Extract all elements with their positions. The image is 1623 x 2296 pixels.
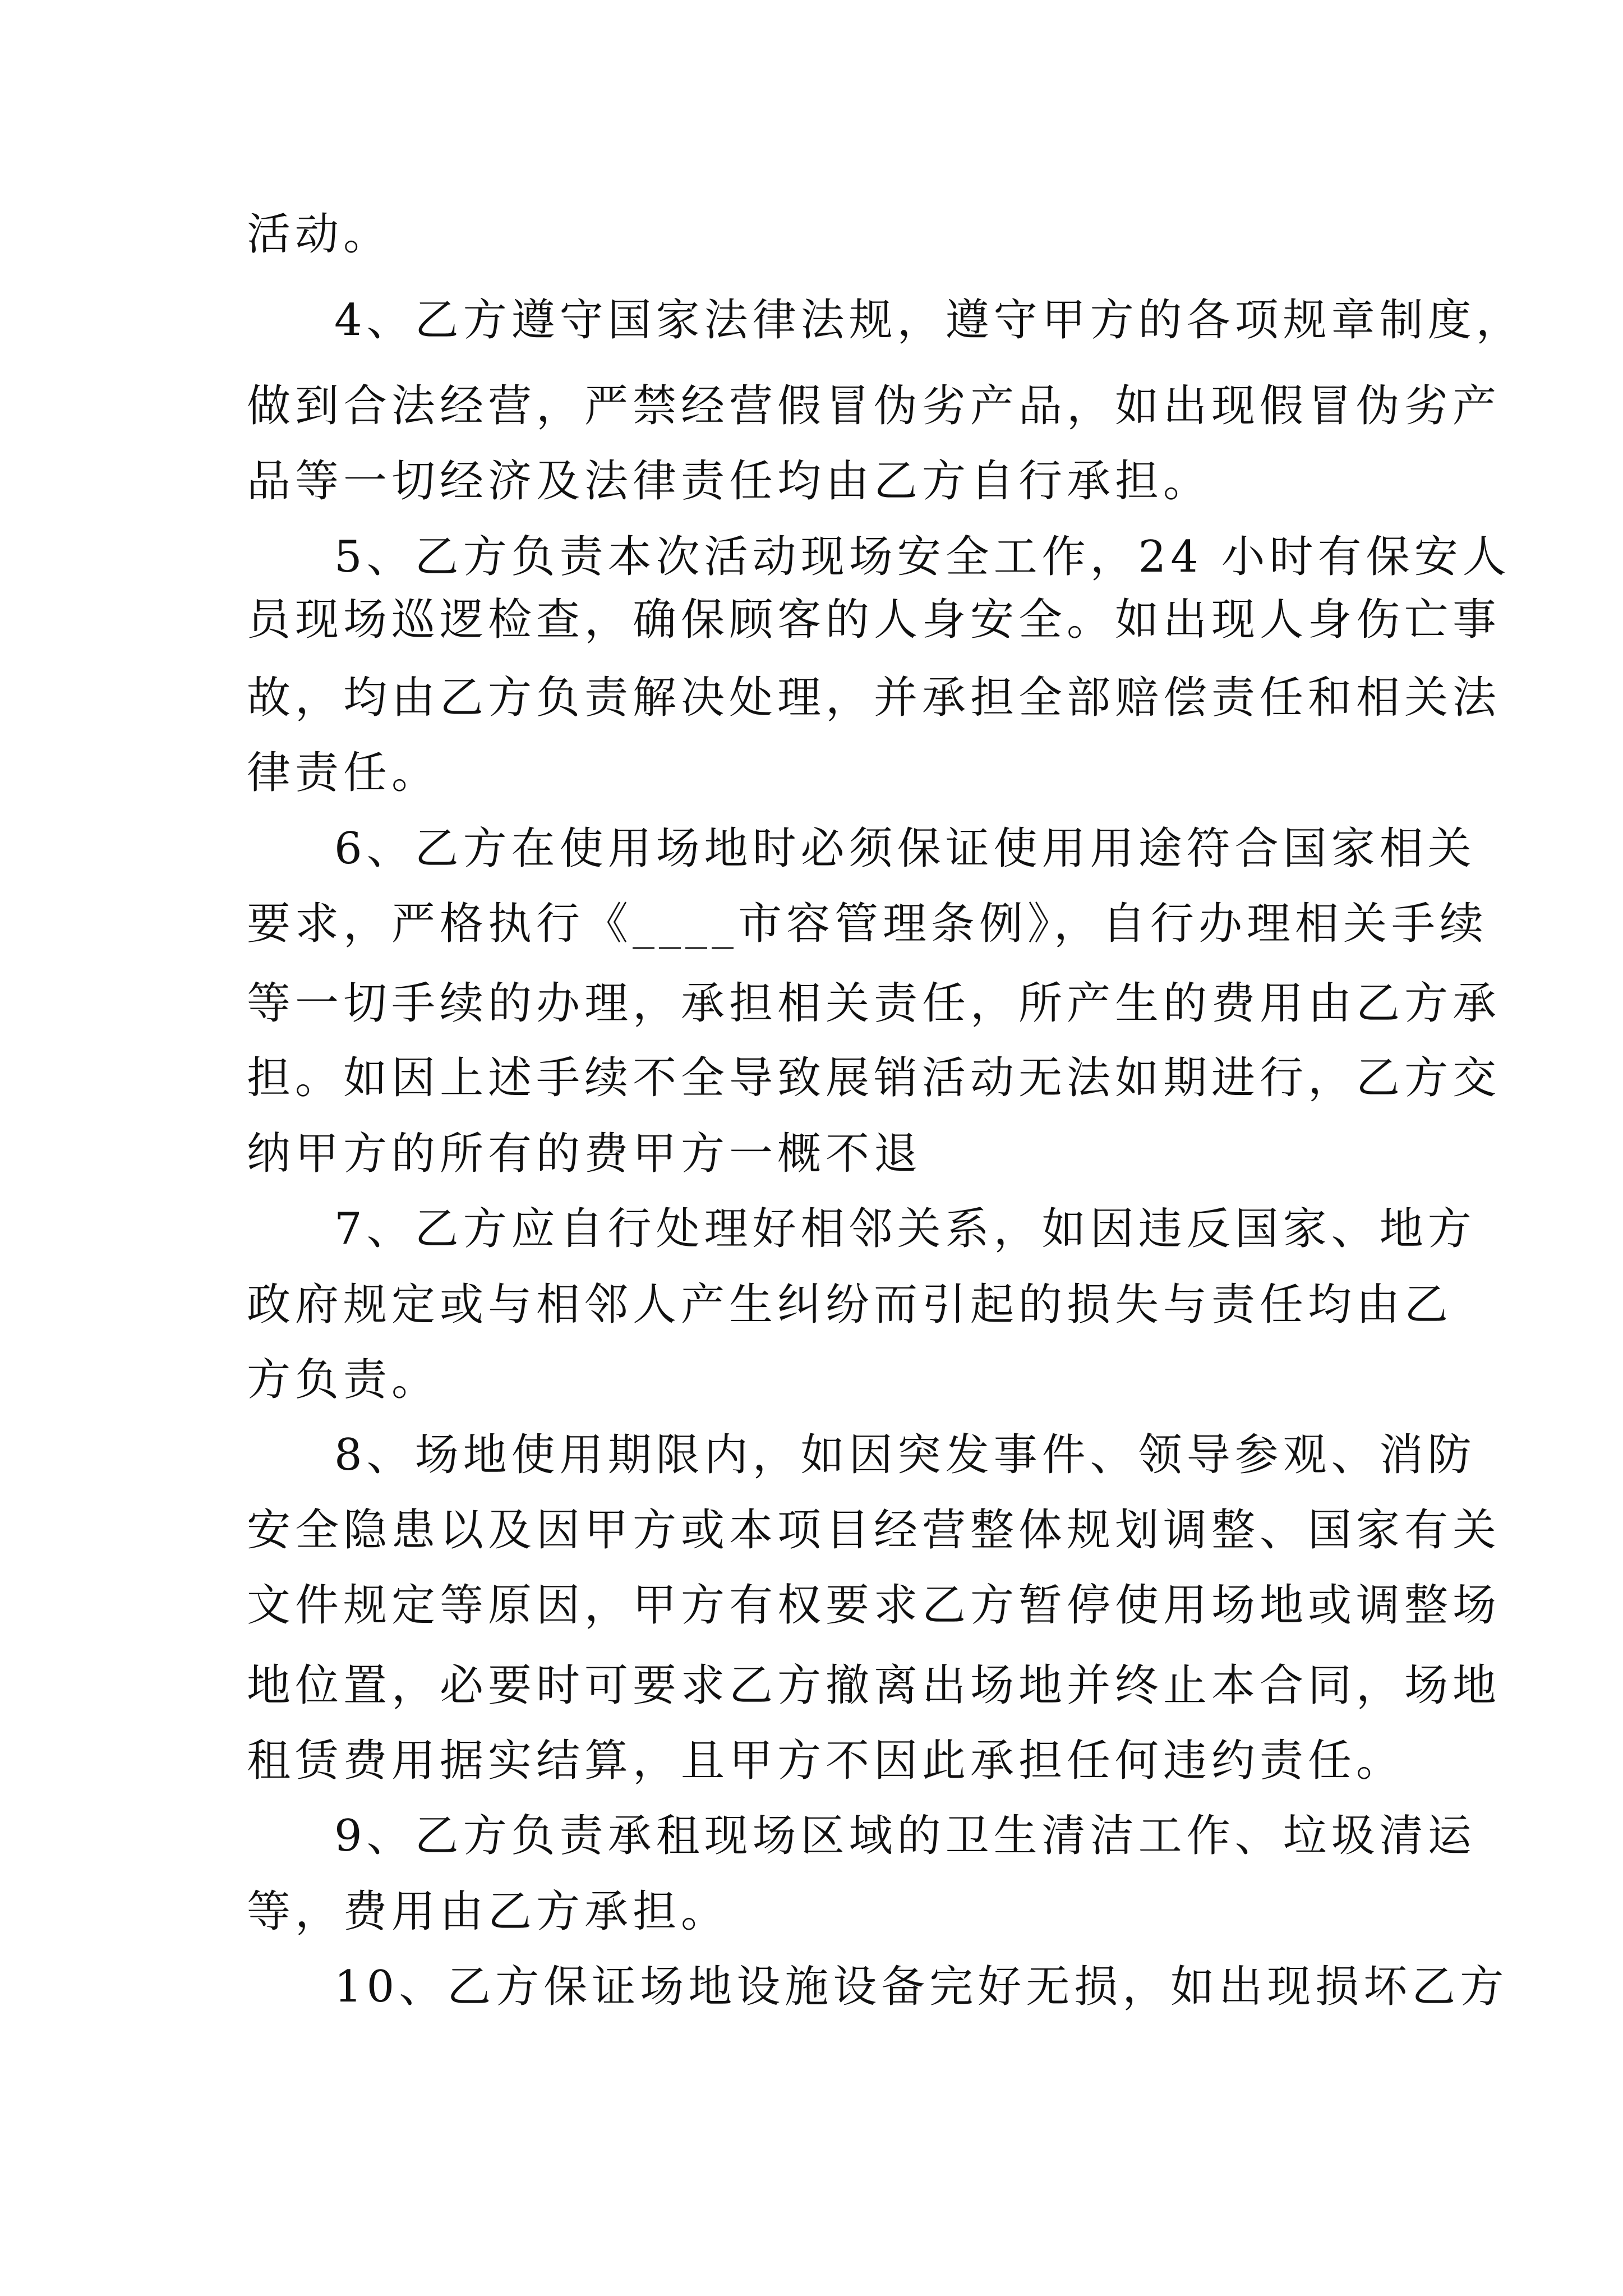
clause-8-line: 8、场地使用期限内，如因突发事件、领导参观、消防: [334, 1430, 1476, 1480]
text-line: 方负责。: [247, 1355, 440, 1405]
text-line: 等，费用由乙方承担。: [247, 1887, 730, 1937]
clause-9-line: 9、乙方负责承租现场区域的卫生清洁工作、垃圾清运: [334, 1811, 1476, 1861]
text-line: 律责任。: [247, 748, 440, 798]
text-line: 担。如因上述手续不全导致展销活动无法如期进行，乙方交: [247, 1053, 1501, 1103]
text-line: 故，均由乙方负责解决处理，并承担全部赔偿责任和相关法: [247, 673, 1501, 723]
clause-10-line: 10、乙方保证场地设施设备完好无损，如出现损坏乙方: [334, 1962, 1509, 2012]
text-line: 员现场巡逻检查，确保顾客的人身安全。如出现人身伤亡事: [247, 595, 1501, 645]
clause-4-line: 4、乙方遵守国家法律法规，遵守甲方的各项规章制度，: [334, 295, 1524, 346]
clause-6-line: 6、乙方在使用场地时必须保证使用用途符合国家相关: [334, 823, 1476, 874]
text-line: 品等一切经济及法律责任均由乙方自行承担。: [247, 456, 1212, 507]
text-line: 政府规定或与相邻人产生纠纷而引起的损失与责任均由乙: [247, 1280, 1453, 1330]
text-line: 纳甲方的所有的费甲方一概不退: [247, 1129, 923, 1179]
text-line: 安全隐患以及因甲方或本项目经营整体规划调整、国家有关: [247, 1505, 1501, 1556]
text-line: 等一切手续的办理，承担相关责任，所产生的费用由乙方承: [247, 978, 1501, 1029]
text-line: 租赁费用据实结算，且甲方不因此承担任何违约责任。: [247, 1736, 1405, 1786]
text-line: 地位置，必要时可要求乙方撤离出场地并终止本合同，场地: [247, 1660, 1501, 1711]
clause-7-line: 7、乙方应自行处理好相邻关系，如因违反国家、地方: [334, 1204, 1476, 1254]
text-line: 活动。: [247, 209, 392, 260]
clause-5-line: 5、乙方负责本次活动现场安全工作，24 小时有保安人: [334, 532, 1511, 582]
text-line: 做到合法经营，严禁经营假冒伪劣产品，如出现假冒伪劣产: [247, 381, 1501, 431]
text-line: 要求，严格执行《____市容管理条例》，自行办理相关手续: [247, 899, 1488, 949]
text-line: 文件规定等原因，甲方有权要求乙方暂停使用场地或调整场: [247, 1580, 1501, 1631]
